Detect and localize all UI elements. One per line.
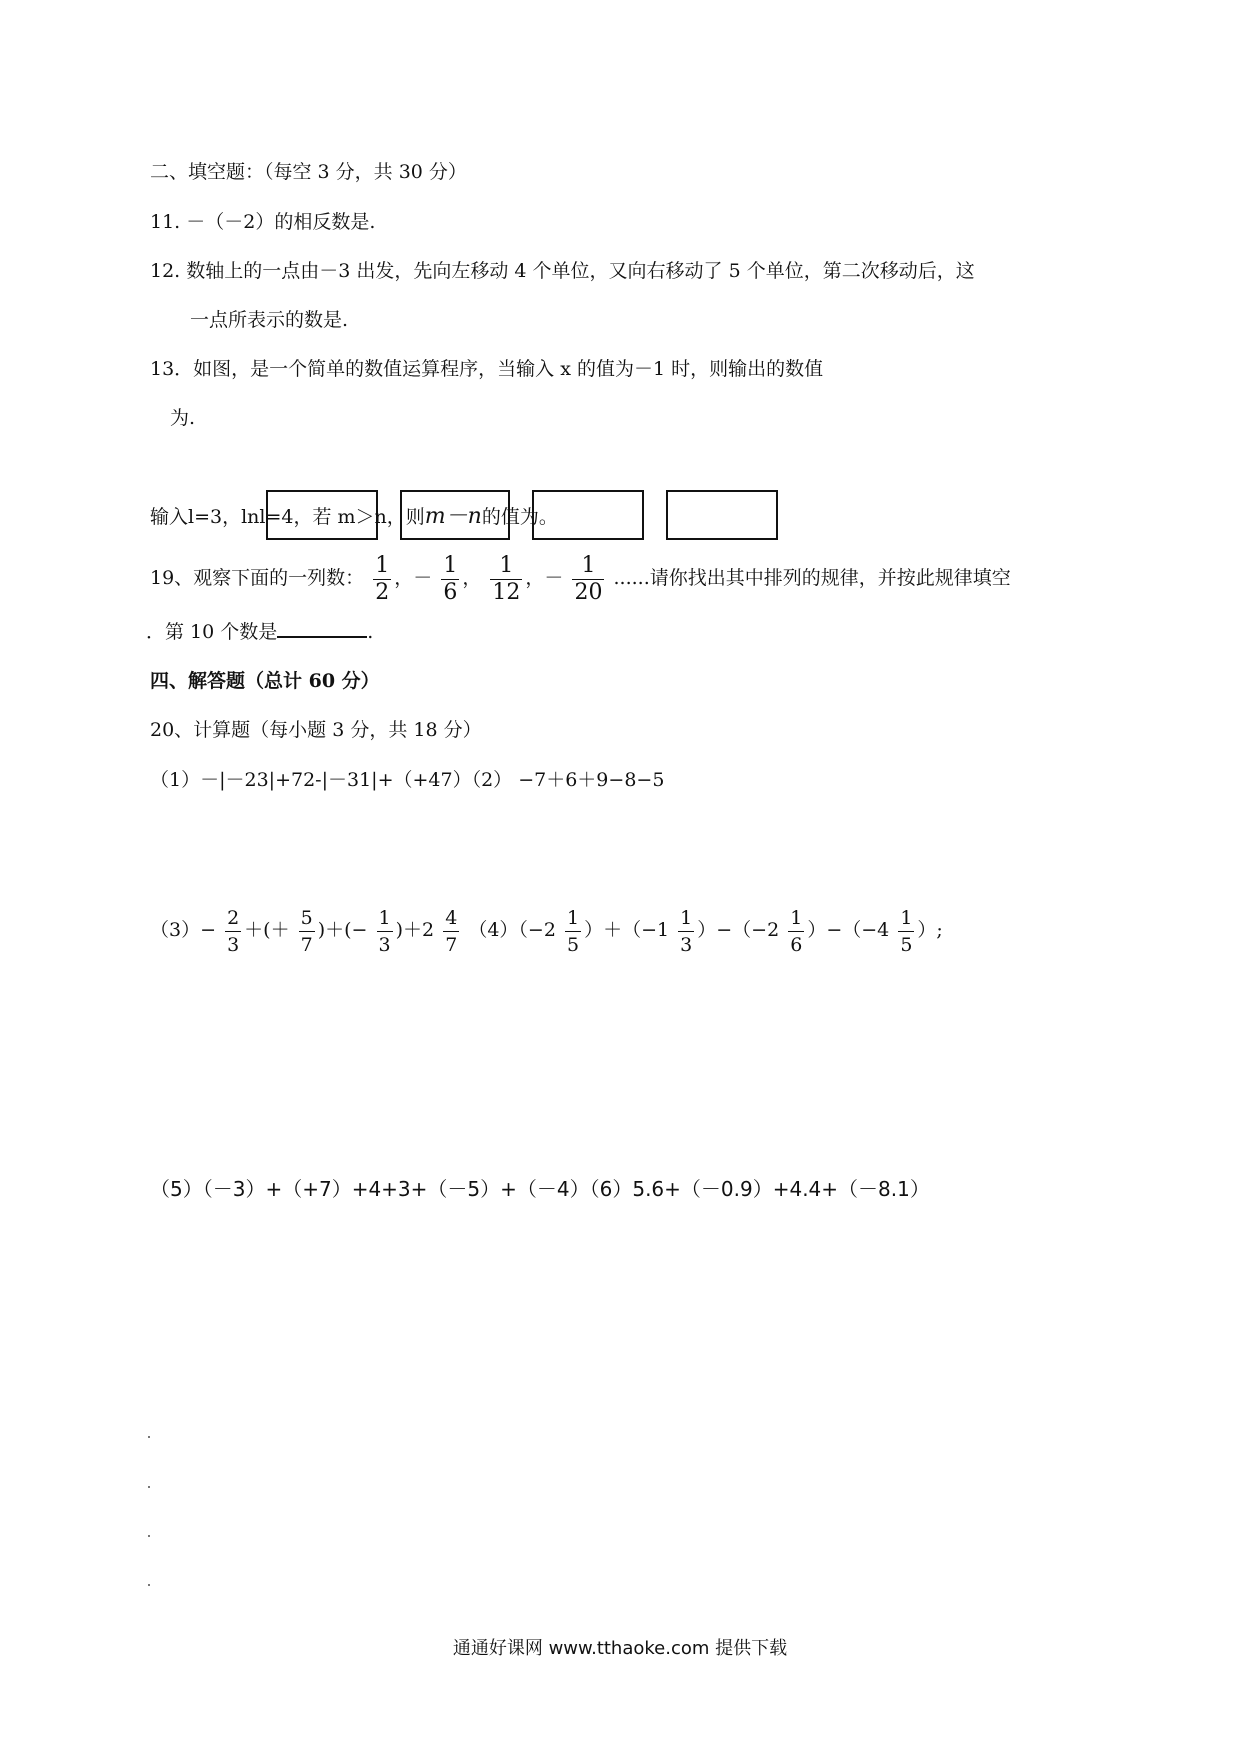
question-13-line1: 13．如图，是一个简单的数值运算程序，当输入 x 的值为－1 时，则输出的数值: [150, 358, 824, 380]
flowchart-box-4: [666, 490, 778, 540]
problem-3-4: （3）− $\frac{2}{3}$ ＋(＋ $\frac{5}{7}$ )＋(− $\frac{1}{3}$ )＋2 $\frac{4}{7}$ （4）（−2 $\frac{1}{5}$ ）＋（−1 $\frac{1}{3}$ ）−（−2 $\frac{1}{6}$ ）−（−4 $\frac{1}{5}$ ）;: [150, 906, 943, 956]
footer: 通通好课网 www.tthaoke.com 提供下载: [452, 1638, 788, 1659]
q19-suffix: ......请你找出其中排列的规律，并按此规律填空: [613, 567, 1011, 589]
overlap-suffix: 的值为。: [481, 506, 558, 528]
margin-dot-2: [148, 1486, 150, 1488]
question-19-line2: ．第 10 个数是 .: [146, 618, 373, 646]
margin-dot-4: [148, 1584, 150, 1586]
margin-dot-3: [148, 1535, 150, 1537]
question-19-line1: 19、观察下面的一列数： $\frac{1}{2}$ ，－ $\frac{1}{6}$ ， $\frac{1}{12}$ ，－ $\frac{1}{20}$ ......请你找出其中排列的规律，并按此规律填空: [150, 552, 1011, 605]
problem-5-6: （5）（－3）+（+7）+4+3+（－5）+（－4）（6）5.6+（－0.9）+4.4+（－8.1）: [150, 1177, 930, 1201]
overlap-prefix: 输入l=3，lnl=4，若 m＞n，则: [150, 506, 425, 528]
answer-blank[interactable]: [277, 618, 367, 638]
question-11: 11. －（－2）的相反数是.: [150, 211, 376, 233]
overlap-expr: m－n: [424, 504, 482, 529]
question-13-line2: 为.: [170, 407, 196, 429]
question-20-heading: 20、计算题（每小题 3 分，共 18 分）: [150, 719, 482, 741]
q19-term-4: $\frac{1}{20}$: [574, 552, 603, 605]
overlap-line: [150, 503, 558, 531]
margin-dot-1: [148, 1436, 150, 1438]
q19-term-1: $\frac{1}{2}$: [375, 552, 390, 605]
question-12-line2: 一点所表示的数是.: [190, 309, 349, 331]
section2-heading: 二、填空题：（每空 3 分，共 30 分）: [150, 161, 467, 183]
question-12-line1: 12. 数轴上的一点由－3 出发，先向左移动 4 个单位，又向右移动了 5 个单位，第二次移动后，这: [150, 260, 975, 282]
q19-term-3: $\frac{1}{12}$: [492, 552, 521, 605]
problem-1-2: （1）－|－23|+72-|－31|+（+47）（2） −7＋6＋9−8−5: [150, 769, 665, 791]
section4-heading: 四、解答题（总计 60 分）: [150, 670, 380, 692]
q19-prefix: 19、观察下面的一列数：: [150, 567, 365, 589]
q19-term-2: $\frac{1}{6}$: [443, 552, 458, 605]
